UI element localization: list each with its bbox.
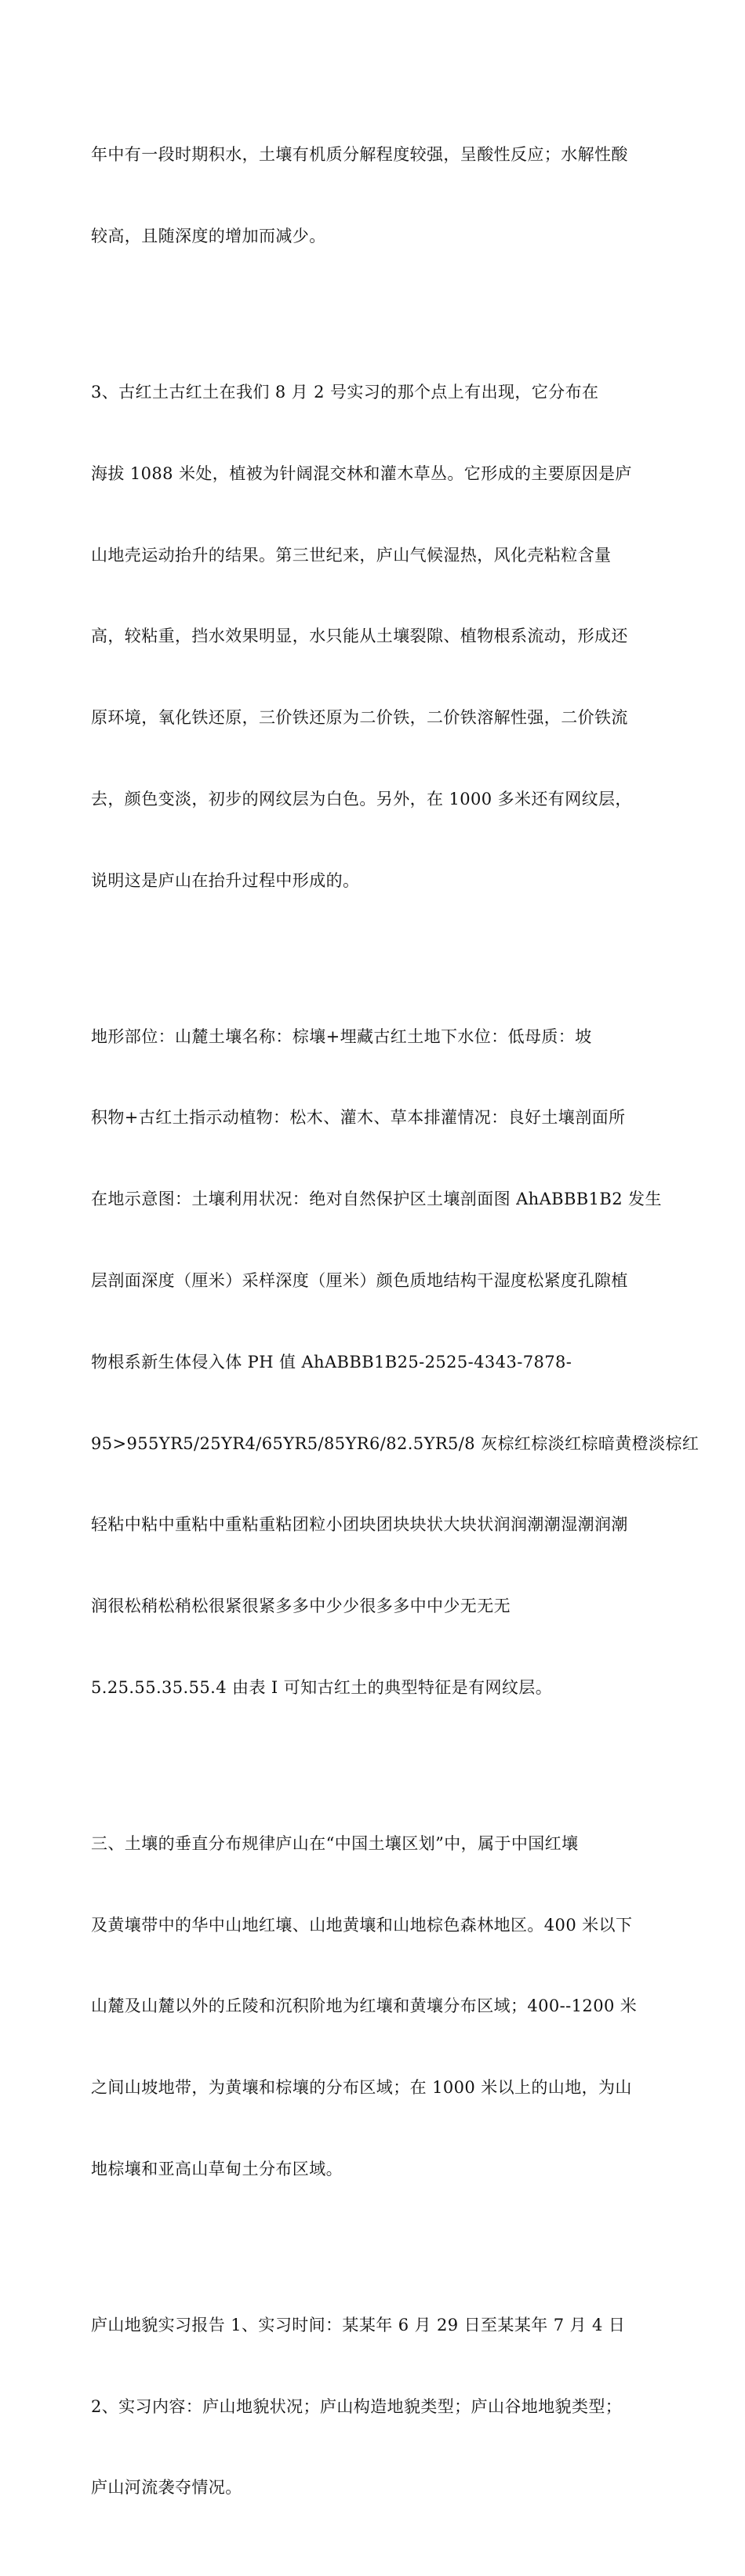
text-line: 及黄壤带中的华中山地红壤、山地黄壤和山地棕色森林地区。400 米以下 [91,1915,633,1935]
text-line: 2、实习内容：庐山地貌状况；庐山构造地貌类型；庐山谷地地貌类型； [91,2396,623,2416]
text-line: 三、土壤的垂直分布规律庐山在“中国土壤区划”中，属于中国红壤 [91,1833,579,1853]
text-line: 地棕壤和亚高山草甸土分布区域。 [91,2159,343,2178]
paragraph-ancient-red-soil [91,325,654,949]
paragraph-vertical-distribution [91,1776,654,2237]
text-line: 去，颜色变淡，初步的网纹层为白色。另外，在 1000 多米还有网纹层， [91,789,632,808]
text-line: 海拔 1088 米处，植被为针阔混交林和灌木草丛。它形成的主要原因是庐 [91,463,632,483]
text-line: 层剖面深度（厘米）采样深度（厘米）颜色质地结构干湿度松紧度孔隙植 [91,1270,628,1290]
text-line: 年中有一段时期积水，土壤有机质分解程度较强，呈酸性反应；水解性酸 [91,145,628,165]
text-line: 润很松稍松稍松很紧很紧多多中少少很多多中中少无无无 [91,1597,511,1616]
text-line: 物根系新生体侵入体 PH 值 AhABBB1B25-2525-4343-7878- [91,1352,572,1372]
text-line: 山地壳运动抬升的结果。第三世纪来，庐山气候湿热，风化壳粘粒含量 [91,545,612,565]
text-line: 3、古红土古红土在我们 8 月 2 号实习的那个点上有出现，它分布在 [91,382,599,401]
text-line: 说明这是庐山在抬升过程中形成的。 [91,870,360,890]
text-line: 原环境，氧化铁还原，三价铁还原为二价铁，二价铁溶解性强，二价铁流 [91,708,628,728]
text-line: 95>955YR5/25YR4/65YR5/85YR6/82.5YR5/8 灰棕红棕淡红棕暗黄橙淡棕红 [91,1433,700,1453]
text-line: 山麓及山麓以外的丘陵和沉积阶地为红壤和黄壤分布区域；400--1200 米 [91,1996,638,2016]
text-line: 地形部位：山麓土壤名称：棕壤+埋藏古红土地下水位：低母质：坡 [91,1026,592,1046]
paragraph-landform-report [91,2258,654,2556]
text-line: 较高，且随深度的增加而减少。 [91,226,326,245]
text-line: 之间山坡地带，为黄壤和棕壤的分布区域；在 1000 米以上的山地，为山 [91,2078,632,2098]
paragraph-soil-acidity [91,87,654,304]
text-line: 5.25.55.35.55.4 由表 I 可知古红土的典型特征是有网纹层。 [91,1677,553,1697]
text-line: 积物+古红土指示动植物：松木、灌木、草本排灌情况：良好土壤剖面所 [91,1108,626,1128]
text-line: 庐山地貌实习报告 1、实习时间：某某年 6 月 29 日至某某年 7 月 4 日 [91,2315,626,2334]
text-line: 轻粘中粘中重粘中重粘重粘团粒小团块团块块状大块状润润潮潮湿潮润潮 [91,1515,628,1535]
text-line: 在地示意图：土壤利用状况：绝对自然保护区土壤剖面图 AhABBB1B2 发生 [91,1190,662,1209]
text-line: 庐山河流袭夺情况。 [91,2478,242,2498]
paragraph-soil-profile [91,968,700,1755]
text-line: 高，较粘重，挡水效果明显，水只能从土壤裂隙、植物根系流动，形成还 [91,627,628,646]
document-body [91,87,700,2576]
